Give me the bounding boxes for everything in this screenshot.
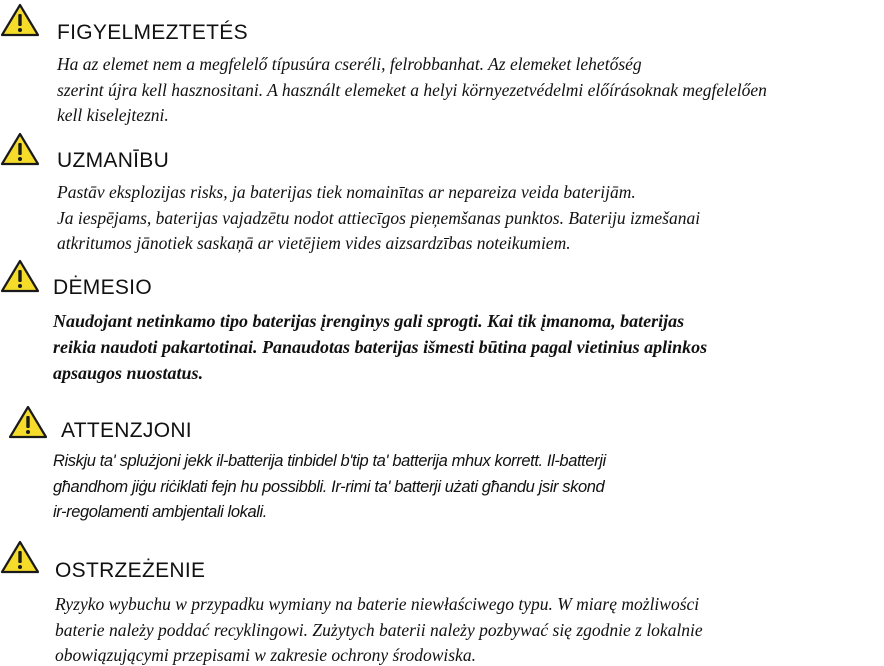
section-heading: DĖMESIO	[53, 276, 152, 299]
body-line: Ja iespējams, baterijas vajadzētu nodot attiecīgos pieņemšanas punktos. Bateriju izmešanai	[57, 208, 701, 228]
body-line: obowiązującymi przepisami w zakresie ochrony środowiska.	[55, 645, 476, 665]
section-heading: ATTENZJONI	[61, 419, 192, 442]
warning-triangle-icon	[0, 132, 40, 166]
warning-triangle-icon	[0, 3, 40, 37]
body-line: kell kiselejtezni.	[57, 105, 169, 125]
body-line: ir-regolamenti ambjentali lokali.	[53, 503, 267, 521]
warning-triangle-icon	[0, 259, 40, 293]
body-line: apsaugos nuostatus.	[53, 363, 204, 383]
warning-triangle-icon	[0, 540, 40, 574]
body-line: Ryzyko wybuchu w przypadku wymiany na baterie niewłaściwego typu. W miarę możliwości	[55, 594, 700, 614]
body-line: Riskju ta' splużjoni jekk il-batterija tinbidel b'tip ta' batterija mhux korrett. Il-batterji	[53, 452, 606, 470]
body-line: Pastāv eksplozijas risks, ja baterijas tiek nomainītas ar nepareiza veida baterijām.	[57, 182, 636, 202]
section-heading: FIGYELMEZTETÉS	[57, 21, 248, 44]
warning-triangle-icon	[8, 405, 48, 439]
body-line: għandhom jiġu riċiklati fejn hu possibbli. Ir-rimi ta' batterji użati għandu jsir skond	[53, 478, 605, 496]
section-heading: UZMANĪBU	[57, 149, 170, 172]
body-line: Ha az elemet nem a megfelelő típusúra cseréli, felrobbanhat. Az elemeket lehetőség	[57, 54, 642, 74]
body-line: atkritumos jānotiek saskaņā ar vietējiem vides aizsardzības noteikumiem.	[57, 233, 571, 253]
body-line: reikia naudoti pakartotinai. Panaudotas baterijas išmesti būtina pagal vietinius aplinkos	[53, 337, 708, 357]
body-line: szerint újra kell hasznositani. A használt elemeket a helyi környezetvédelmi előírásoknak megfelelően	[57, 80, 767, 100]
section-heading: OSTRZEŻENIE	[55, 559, 206, 582]
body-line: baterie należy poddać recyklingowi. Zużytych baterii należy pozbywać się zgodnie z lokalnie	[55, 620, 703, 640]
body-line: Naudojant netinkamo tipo baterijas įrenginys gali sprogti. Kai tik įmanoma, baterijas	[53, 311, 685, 331]
